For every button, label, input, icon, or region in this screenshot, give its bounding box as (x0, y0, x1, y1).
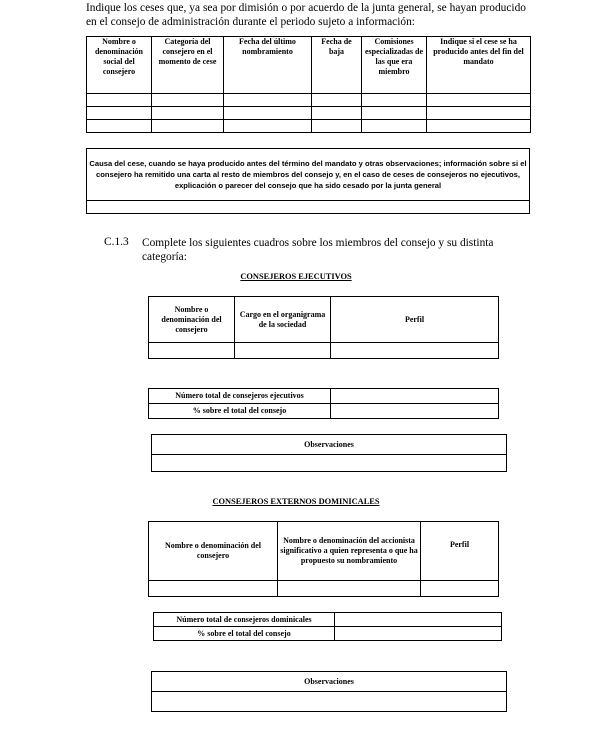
ejecutivos-observaciones-table (151, 434, 507, 472)
ejecutivos-total-value[interactable] (331, 389, 499, 404)
table-row (149, 343, 499, 359)
dominicales-header-accionista: Nombre o denominación del accionista significativo a quien representa o que ha propuesto su nombramiento (278, 522, 421, 581)
causa-table (86, 148, 530, 214)
table-cell[interactable] (312, 107, 362, 120)
ejecutivos-observaciones-input[interactable] (152, 455, 507, 472)
table-cell[interactable] (362, 107, 427, 120)
dominicales-header-row (149, 522, 499, 581)
table-cell[interactable] (312, 120, 362, 133)
table-cell[interactable] (224, 120, 312, 133)
table-cell[interactable] (87, 94, 152, 107)
table-cell[interactable] (235, 343, 331, 359)
ejecutivos-total-label: Número total de consejeros ejecutivos (149, 389, 331, 404)
table-cell[interactable] (362, 120, 427, 133)
table-cell[interactable] (87, 107, 152, 120)
table-row (149, 581, 499, 597)
ejecutivos-totals-table (148, 388, 499, 419)
table-cell[interactable] (278, 581, 421, 597)
ceses-header-nombre: Nombre o denominación social del consejero (87, 37, 152, 94)
table-cell[interactable] (152, 107, 224, 120)
ejecutivos-table (148, 296, 499, 359)
dominicales-percent-label: % sobre el total del consejo (154, 627, 335, 641)
ceses-header-fecha-baja: Fecha de baja (312, 37, 362, 94)
dominicales-total-label: Número total de consejeros dominicales (154, 613, 335, 627)
causa-header: Causa del cese, cuando se haya producido antes del término del mandato y otras observaciones; información sobre si el consejero ha remitido una carta al resto de miembros del consejo y, en el caso de ceses de consejeros no ejecutivos, explicación o parecer del consejo que ha sido cesado por la junta general (87, 149, 530, 201)
table-row (87, 107, 531, 120)
dominicales-header-perfil: Perfil (421, 522, 499, 581)
table-cell[interactable] (427, 94, 531, 107)
ejecutivos-header-perfil: Perfil (331, 297, 499, 343)
ejecutivos-observaciones-header: Observaciones (152, 435, 507, 455)
ejecutivos-header-row (149, 297, 499, 343)
dominicales-total-value[interactable] (335, 613, 502, 627)
dominicales-observaciones-header: Observaciones (152, 672, 507, 692)
dominicales-table (148, 521, 499, 597)
table-cell[interactable] (331, 343, 499, 359)
intro-paragraph: Indique los ceses que, ya sea por dimisión o por acuerdo de la junta general, se hayan producido en el consejo de administración durante el periodo sujeto a información: (86, 2, 526, 28)
ejecutivos-title: CONSEJEROS EJECUTIVOS (240, 272, 352, 281)
ejecutivos-percent-value[interactable] (331, 404, 499, 419)
table-cell[interactable] (427, 107, 531, 120)
causa-input-cell[interactable] (87, 201, 530, 214)
ceses-table (86, 36, 531, 133)
dominicales-percent-value[interactable] (335, 627, 502, 641)
table-cell[interactable] (224, 107, 312, 120)
table-cell[interactable] (421, 581, 499, 597)
table-cell[interactable] (149, 343, 235, 359)
ceses-header-comisiones: Comisiones especializadas de las que era miembro (362, 37, 427, 94)
ceses-header-antes-mandato: Indique si el cese se ha producido antes del fin del mandato (427, 37, 531, 94)
dominicales-observaciones-input[interactable] (152, 692, 507, 712)
dominicales-observaciones-table (151, 671, 507, 712)
ceses-header-fecha-nombramiento: Fecha del último nombramiento (224, 37, 312, 94)
table-cell[interactable] (224, 94, 312, 107)
table-cell[interactable] (152, 94, 224, 107)
table-cell[interactable] (152, 120, 224, 133)
section-number: C.1.3 (104, 236, 129, 248)
table-cell[interactable] (427, 120, 531, 133)
ejecutivos-header-cargo: Cargo en el organigrama de la sociedad (235, 297, 331, 343)
table-row (87, 120, 531, 133)
table-cell[interactable] (87, 120, 152, 133)
section-text: Complete los siguientes cuadros sobre los miembros del consejo y su distinta categoría: (142, 237, 494, 263)
table-row (87, 94, 531, 107)
ceses-header-row (87, 37, 531, 94)
ejecutivos-percent-label: % sobre el total del consejo (149, 404, 331, 419)
table-cell[interactable] (149, 581, 278, 597)
ejecutivos-header-nombre: Nombre o denominación del consejero (149, 297, 235, 343)
dominicales-header-nombre: Nombre o denominación del consejero (149, 522, 278, 581)
dominicales-totals-table (153, 612, 502, 641)
table-cell[interactable] (362, 94, 427, 107)
table-cell[interactable] (312, 94, 362, 107)
ceses-header-categoria: Categoría del consejero en el momento de cese (152, 37, 224, 94)
dominicales-title: CONSEJEROS EXTERNOS DOMINICALES (212, 497, 380, 506)
